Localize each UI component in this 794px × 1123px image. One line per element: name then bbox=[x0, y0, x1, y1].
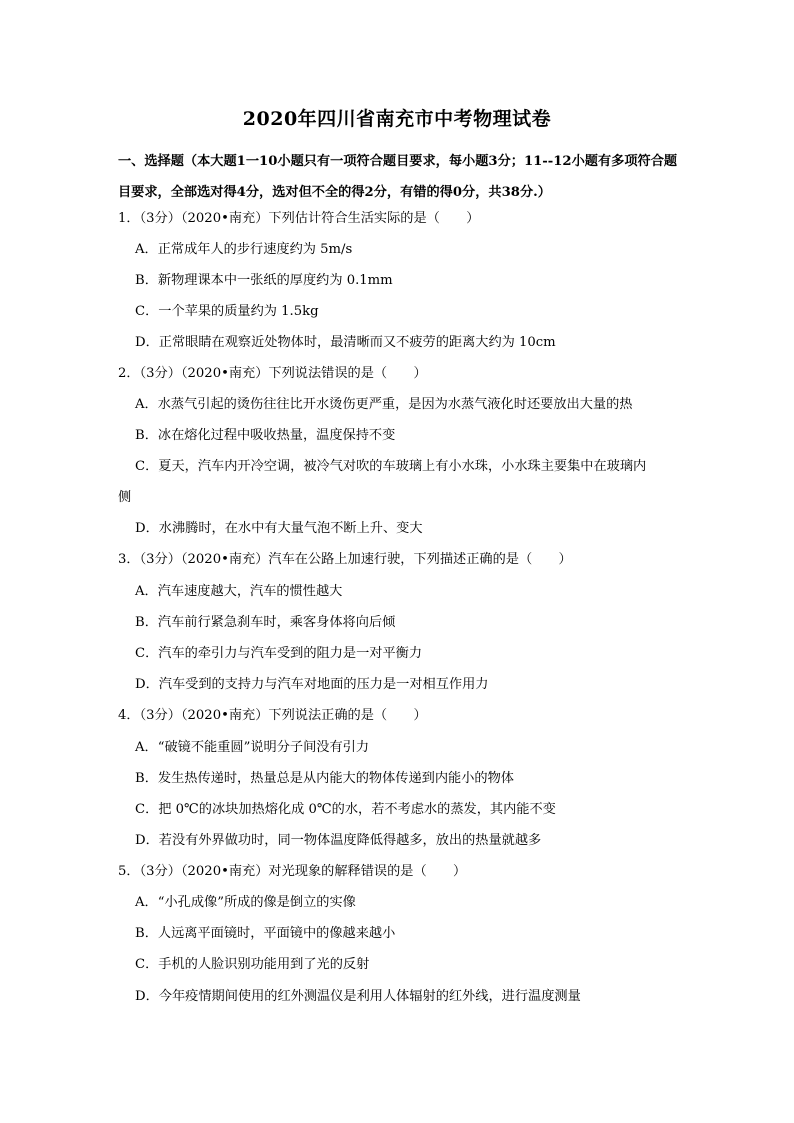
question-4-stem: 4．（3分）（2020•南充）下列说法正确的是（ ） bbox=[118, 708, 427, 723]
question-3-option-d: D．汽车受到的支持力与汽车对地面的压力是一对相互作用力 bbox=[135, 677, 489, 692]
question-3-option-a: A．汽车速度越大，汽车的惯性越大 bbox=[135, 584, 343, 599]
question-4-option-b: B．发生热传递时，热量总是从内能大的物体传递到内能小的物体 bbox=[135, 771, 514, 786]
question-3-stem: 3．（3分）（2020•南充）汽车在公路上加速行驶，下列描述正确的是（ ） bbox=[118, 552, 572, 567]
question-1-option-c: C．一个苹果的质量约为 1.5kg bbox=[135, 304, 319, 319]
question-2-option-a: A．水蒸气引起的烫伤往往比开水烫伤更严重，是因为水蒸气液化时还要放出大量的热 bbox=[135, 397, 633, 412]
question-2-option-d: D．水沸腾时，在水中有大量气泡不断上升、变大 bbox=[135, 521, 423, 536]
question-1-option-b: B．新物理课本中一张纸的厚度约为 0.1mm bbox=[135, 273, 393, 288]
page-title: 2020年四川省南充市中考物理试卷 bbox=[242, 108, 552, 130]
question-3-option-c: C．汽车的牵引力与汽车受到的阻力是一对平衡力 bbox=[135, 646, 423, 661]
question-5-option-d: D．今年疫情期间使用的红外测温仪是利用人体辐射的红外线，进行温度测量 bbox=[135, 989, 581, 1004]
question-5-option-b: B．人远离平面镜时，平面镜中的像越来越小 bbox=[135, 926, 396, 941]
question-4-option-a: A．“破镜不能重圆”说明分子间没有引力 bbox=[135, 740, 370, 755]
question-2-option-c: C．夏天，汽车内开冷空调，被冷气对吹的车玻璃上有小水珠，小水珠主要集中在玻璃内 bbox=[135, 459, 647, 474]
question-4-option-d: D．若没有外界做功时，同一物体温度降低得越多，放出的热量就越多 bbox=[135, 833, 542, 848]
question-2-stem: 2．（3分）（2020•南充）下列说法错误的是（ ） bbox=[118, 366, 427, 381]
question-5-option-a: A．“小孔成像”所成的像是倒立的实像 bbox=[135, 895, 356, 910]
question-5-stem: 5．（3分）（2020•南充）对光现象的解释错误的是（ ） bbox=[118, 864, 467, 879]
question-3-option-b: B．汽车前行紧急刹车时，乘客身体将向后倾 bbox=[135, 615, 396, 630]
question-5-option-c: C．手机的人脸识别功能用到了光的反射 bbox=[135, 957, 370, 972]
question-4-option-c: C．把 0℃的冰块加热熔化成 0℃的水，若不考虑水的蒸发，其内能不变 bbox=[135, 802, 556, 817]
question-1-option-d: D．正常眼睛在观察近处物体时，最清晰而又不疲劳的距离大约为 10cm bbox=[135, 335, 556, 350]
question-2-option-b: B．冰在熔化过程中吸收热量，温度保持不变 bbox=[135, 428, 396, 443]
section-header: 一、选择题（本大题1一10小题只有一项符合题目要求，每小题3分；11--12小题有多项符合题目要求，全部选对得4分，选对但不全的得2分，有错的得0分，共38分.） bbox=[118, 154, 678, 200]
question-2-option-c-wrap: 侧 bbox=[118, 490, 132, 505]
question-1-stem: 1．（3分）（2020•南充）下列估计符合生活实际的是（ ） bbox=[118, 211, 480, 226]
question-1-option-a: A．正常成年人的步行速度约为 5m/s bbox=[135, 242, 353, 257]
